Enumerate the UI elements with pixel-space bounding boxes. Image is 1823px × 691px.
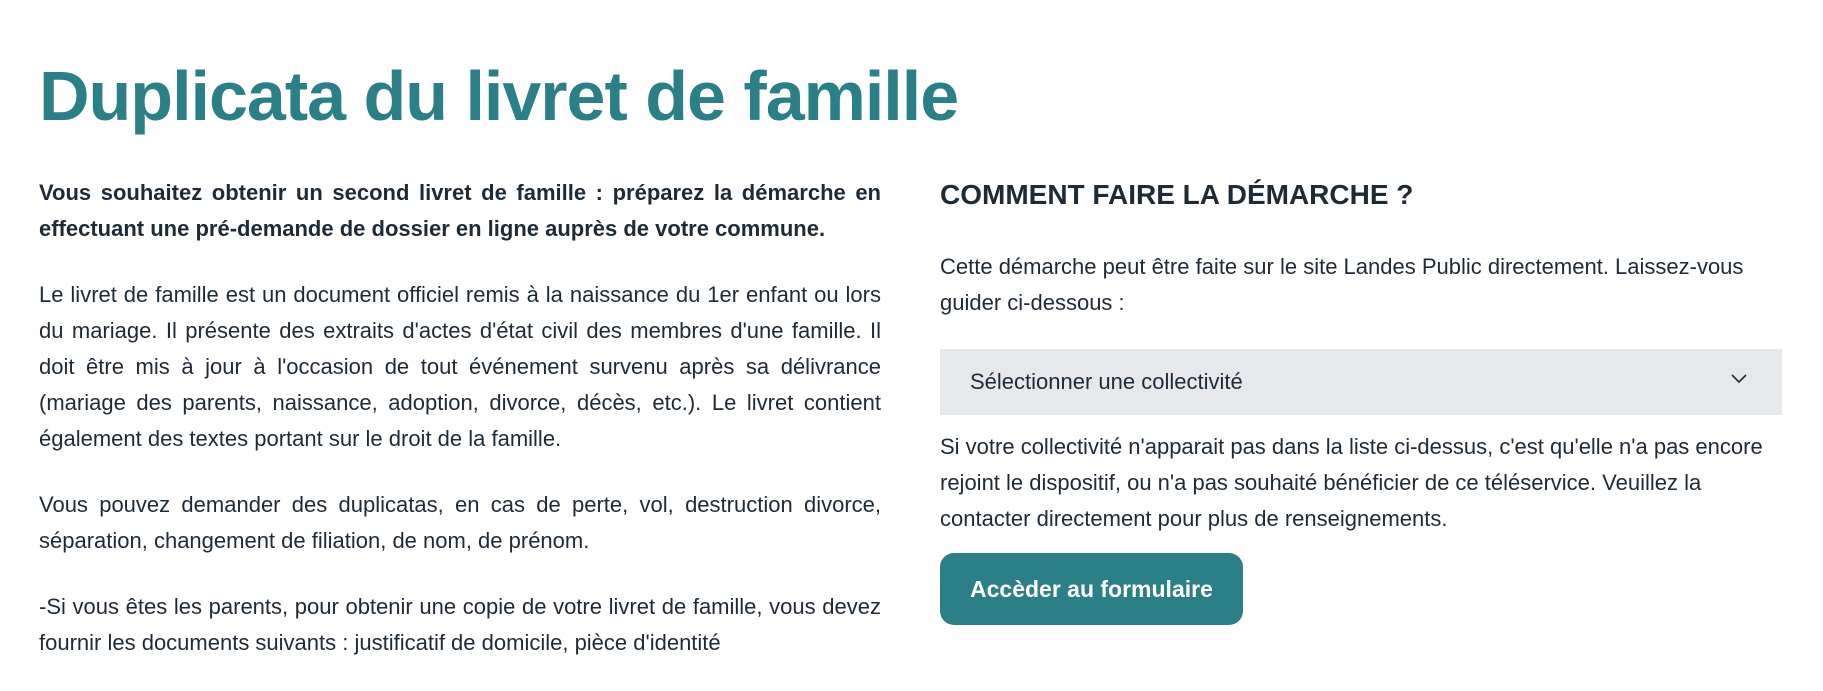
chevron-down-icon [1730,373,1748,385]
collectivite-select-value: Sélectionner une collectivité [970,369,1243,394]
procedure-column [940,175,1782,625]
paragraph-parents: -Si vous êtes les parents, pour obtenir une copie de votre livret de famille, vous devez fournir les documents suivants : justificatif de domicile, pièce d'identité [39,594,881,655]
paragraph-livret: Le livret de famille est un document officiel remis à la naissance du 1er enfant ou lors du mariage. Il présente des extraits d'actes d'état civil des membres d'une famille. Il doit être mis à jour à l'occasion de tout événement survenu après sa délivrance (mariage des parents, naissance, adoption, divorce, décès, etc.). Le livret contient également des textes portant sur le droit de la famille. [39,282,881,451]
description-column [39,175,881,691]
page-title: Duplicata du livret de famille [39,57,959,135]
collectivite-select[interactable] [940,349,1782,415]
section-heading: COMMENT FAIRE LA DÉMARCHE ? [940,179,1414,210]
steps-intro-text: Cette démarche peut être faite sur le site Landes Public directement. Laissez-vous guider ci-dessous : [940,254,1744,315]
access-form-button[interactable]: Accèder au formulaire [940,553,1243,625]
paragraph-duplicatas: Vous pouvez demander des duplicatas, en cas de perte, vol, destruction divorce, séparation, changement de filiation, de nom, de prénom. [39,492,881,553]
info-text: Si votre collectivité n'apparait pas dans la liste ci-dessus, c'est qu'elle n'a pas encore rejoint le dispositif, ou n'a pas souhaité bénéficier de ce téléservice. Veuillez la contacter directement pour plus de renseignements. [940,434,1763,531]
intro-text: Vous souhaitez obtenir un second livret de famille : préparez la démarche en effectuant une pré-demande de dossier en ligne auprès de votre commune. [39,180,881,241]
